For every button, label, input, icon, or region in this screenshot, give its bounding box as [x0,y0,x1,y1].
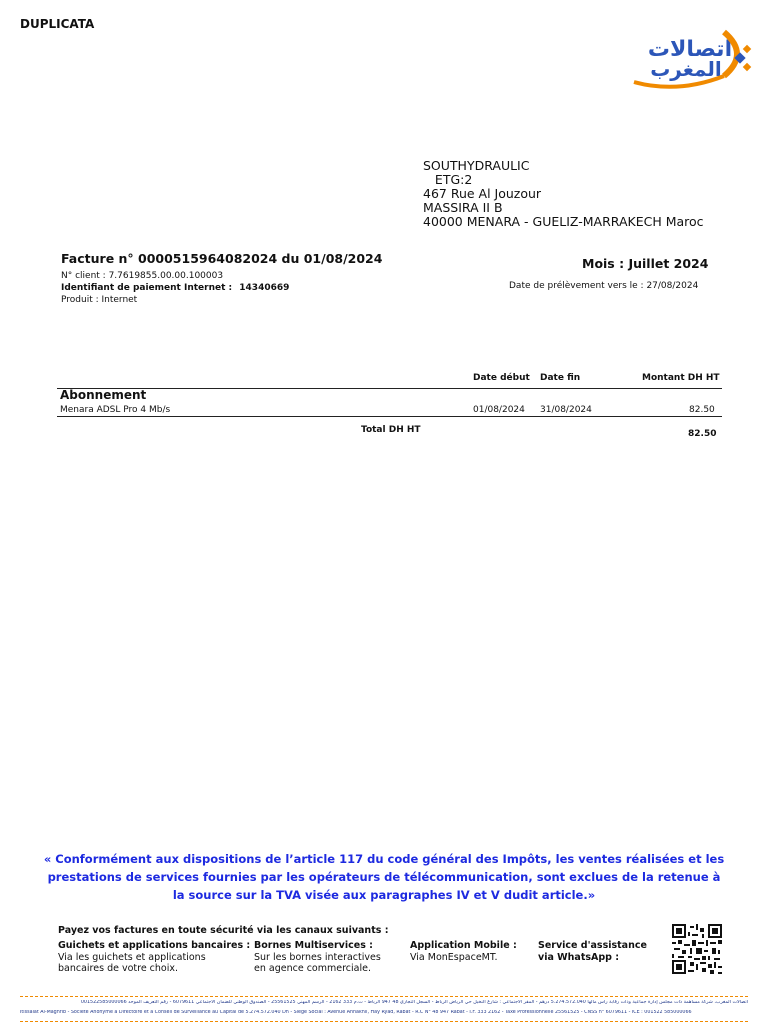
footer-legal-arabic: اتصالات المغرب، شركة مساهمة ذات مجلس إدارة جماعية وذات رقابة رأس مالها 5.274.572.040 درهم - المقر الاجتماعي : شارع النخيل حي الرياض الرباط - السجل التجاري 48 947 الرباط - ت.م 333 2162 - الرسم المهني 25561525 - الصندوق الوطني للضمان الاجتماعي 6079611 - رقم التعريف الموحد 001522585000066 [80,1000,748,1005]
logo-text-line1: اتصالات [647,37,733,62]
table-row-rule [57,416,722,417]
recipient-address [423,159,704,229]
row-end: 31/08/2024 [540,405,592,415]
channel-bank [58,940,250,975]
channel-whatsapp-line1: via WhatsApp : [538,951,620,963]
channel-bank-title: Guichets et applications bancaires : [58,940,251,951]
recipient-street: 467 Rue Al Jouzour [423,186,542,201]
channel-kiosk-line1: Sur les bornes interactives [254,951,381,963]
channel-whatsapp-title: Service d'assistance [538,940,647,951]
invoice-title: Facture n° 0000515964082024 du 01/08/2024 [61,251,383,266]
channel-mobile-title: Application Mobile : [410,940,517,951]
recipient-area: MASSIRA II B [423,200,503,215]
recipient-floor: ETG:2 [423,172,473,187]
row-label: Menara ADSL Pro 4 Mb/s [60,405,171,415]
footer-legal-french: Itissalat Al-Maghrib - Société Anonyme à Directoire et à Conseil de Surveillance au Capital de 5.274.572.040 Dh - Siège Social : Avenue Annakhil, Hay Ryad, Rabat - R.C N° 48 947 Rabat - I.F. 333 2162 - Taxe Professionnelle 25561525 - CNSS n° 6079611 - ICE : 001522 585000066 [20,1010,692,1015]
row-start: 01/08/2024 [473,405,525,415]
recipient-city: 40000 MENARA - GUELIZ-MARRAKECH Maroc [423,214,704,229]
channel-bank-line1: Via les guichets et applications [58,951,206,963]
channel-whatsapp [538,940,647,963]
channel-kiosk [254,940,381,975]
payment-id-row [61,282,289,294]
total-label: Total DH HT [361,425,421,435]
channel-mobile [410,940,517,963]
billing-month: Mois : Juillet 2024 [582,256,709,271]
duplicata-label: DUPLICATA [20,17,95,31]
col-date-end: Date fin [540,373,581,383]
payment-id-label: Identifiant de paiement Internet : [61,283,233,293]
channel-kiosk-title: Bornes Multiservices : [254,940,373,951]
invoice-meta [61,270,289,306]
maroc-telecom-logo [628,28,752,92]
col-amount: Montant DH HT [642,373,720,383]
payment-title: Payez vos factures en toute sécurité via les canaux suivants : [58,925,389,936]
footer-divider-top [20,996,748,997]
channel-kiosk-line2: en agence commerciale. [254,963,371,974]
logo-text-line2: المغرب [650,57,722,81]
row-amount: 82.50 [689,405,715,415]
channel-bank-line2: bancaires de votre choix. [58,963,179,974]
product: Produit : Internet [61,295,138,305]
tax-notice: « Conformément aux dispositions de l’article 117 du code général des Impôts, les ventes réalisées et les prestations de services fournies par les opérateurs de télécommunication, sont exclues de la retenue à la source sur la TVA visée aux paragraphes IV et V dudit article.» [43,852,725,902]
debit-date: Date de prélèvement vers le : 27/08/2024 [509,281,699,291]
section-abonnement: Abonnement [60,388,147,402]
payment-id-value: 14340669 [239,283,290,293]
col-date-start: Date début [473,373,530,383]
total-value: 82.50 [688,429,717,439]
whatsapp-qr-code[interactable] [672,924,722,974]
footer-divider-bottom [20,1021,748,1022]
recipient-name: SOUTHYDRAULIC [423,158,530,173]
client-number: N° client : 7.7619855.00.00.100003 [61,271,224,281]
table-header-rule [57,388,722,389]
channel-mobile-line1: Via MonEspaceMT. [410,951,498,963]
